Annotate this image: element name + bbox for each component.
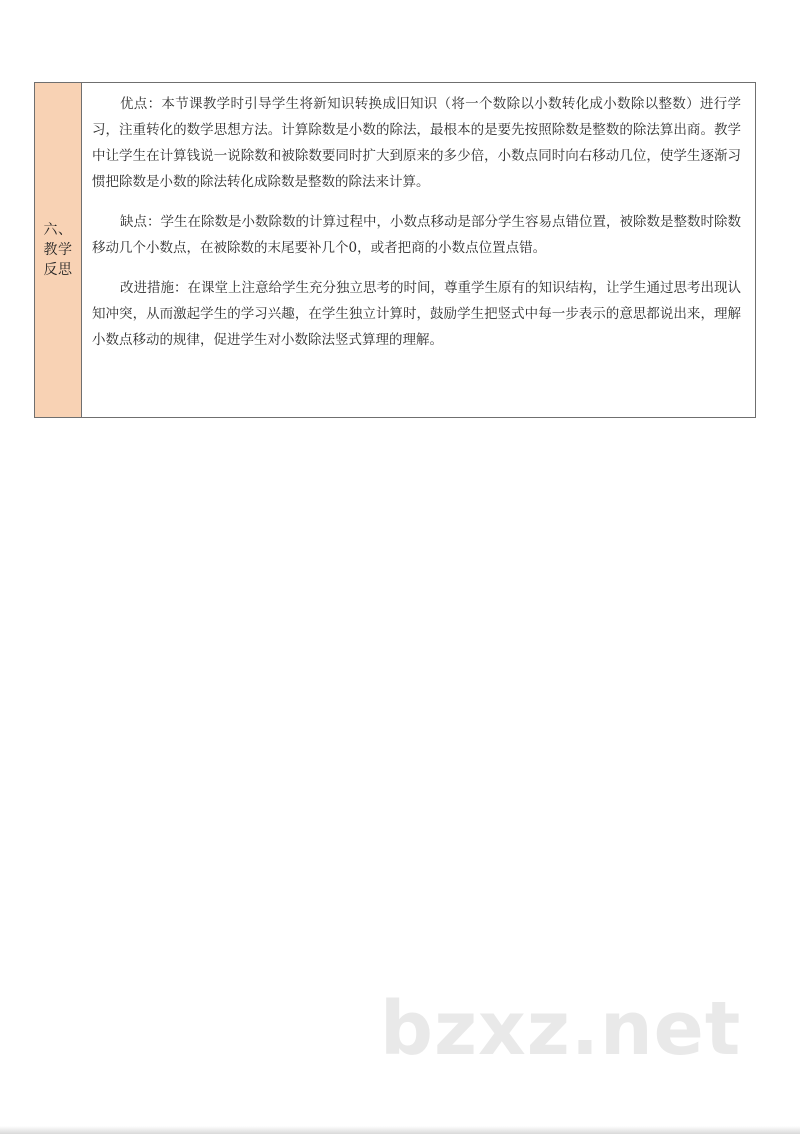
reflection-content-cell <box>82 83 755 417</box>
section-title: 六、 教学 反思 <box>43 222 73 278</box>
shortcomings-paragraph: 缺点：学生在除数是小数除数的计算过程中，小数点移动是部分学生容易点错位置，被除数是整数时除数移动几个小数点，在被除数的末尾要补几个0，或者把商的小数点位置点错。 <box>92 214 741 256</box>
watermark-logo: bzxz.net <box>380 986 742 1072</box>
page-bottom-edge <box>0 1126 800 1134</box>
advantages-paragraph: 优点：本节课教学时引导学生将新知识转换成旧知识（将一个数除以小数转化成小数除以整数）进行学习，注重转化的数学思想方法。计算除数是小数的除法，最根本的是要先按照除数是整数的除法算出商。教学中让学生在计算钱说一说除数和被除数要同时扩大到原来的多少倍，小数点同时向右移动几位，使学生逐渐习惯把除数是小数的除法转化成除数是整数的除法来计算。 <box>92 96 741 190</box>
improvements-paragraph: 改进措施：在课堂上注意给学生充分独立思考的时间，尊重学生原有的知识结构，让学生通过思考出现认知冲突，从而激起学生的学习兴趣，在学生独立计算时，鼓励学生把竖式中每一步表示的意思都说出来，理解小数点移动的规律，促进学生对小数除法竖式算理的理解。 <box>92 280 741 348</box>
teaching-reflection-table <box>34 82 756 418</box>
section-header-cell <box>35 83 82 417</box>
